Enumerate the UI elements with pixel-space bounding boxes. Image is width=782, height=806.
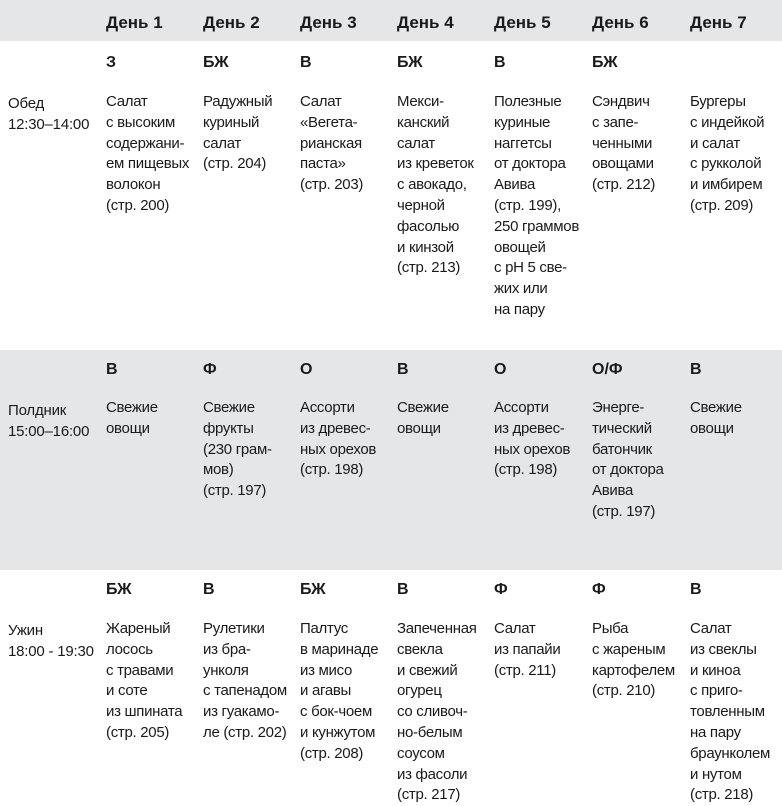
dinner-day-2-meal: Рулетики из бра- унколя с тапенадом из гуакамо- ле (стр. 202) (203, 620, 287, 741)
lunch-day-1-code: З (106, 54, 117, 71)
day-5-header: День 5 (494, 13, 551, 32)
lunch-day-5-meal: Полезные куриные наггетсы от доктора Авива (стр. 199), 250 граммов овощей с рН 5 све- жих или на пару (494, 93, 579, 318)
lunch-day-4-meal: Мекси- канский салат из креветок с авокадо, черной фасолью и кинзой (стр. 213) (397, 93, 474, 277)
snack-day-4-meal: Свежие овощи (397, 399, 449, 437)
snack-day-7-meal: Свежие овощи (690, 399, 742, 437)
snack-day-4-code: В (397, 361, 409, 378)
lunch-day-2-code: БЖ (203, 54, 229, 71)
snack-day-1-meal: Свежие овощи (106, 399, 158, 437)
lunch-day-4-code: БЖ (397, 54, 423, 71)
dinner-day-4-meal: Запеченная свекла и свежий огурец со сливоч- но-белым соусом из фасоли (стр. 217) (397, 620, 477, 804)
snack-label: Полдник 15:00–16:00 (8, 402, 90, 440)
snack-day-5-code: О (494, 361, 507, 378)
snack-day-6-meal: Энерге- тический батончик от доктора Авива (стр. 197) (592, 399, 664, 520)
lunch-day-3-meal: Салат «Вегета- рианская паста» (стр. 203) (300, 93, 364, 194)
day-3-header: День 3 (300, 13, 357, 32)
snack-day-2-code: Ф (203, 361, 217, 378)
snack-day-7-code: В (690, 361, 702, 378)
snack-day-3-code: О (300, 361, 313, 378)
lunch-day-6-meal: Сэндвич с запе- ченными овощами (стр. 212) (592, 93, 656, 194)
dinner-label: Ужин 18:00 - 19:30 (8, 622, 94, 660)
snack-day-6-code: О/Ф (592, 361, 623, 378)
dinner-day-5-meal: Салат из папайи (стр. 211) (494, 620, 561, 679)
day-7-header: День 7 (690, 13, 747, 32)
lunch-day-3-code: В (300, 54, 312, 71)
dinner-day-3-code: БЖ (300, 581, 326, 598)
lunch-day-7-meal: Бургеры с индейкой и салат с рукколой и имбирем (стр. 209) (690, 93, 765, 214)
snack-day-2-meal: Свежие фрукты (230 грам- мов) (стр. 197) (203, 399, 272, 500)
dinner-day-7-meal: Салат из свеклы и киноа с приго- товленным на пару браунколем и нутом (стр. 218) (690, 620, 771, 804)
day-6-header: День 6 (592, 13, 649, 32)
dinner-day-5-code: Ф (494, 581, 508, 598)
snack-day-3-meal: Ассорти из древес- ных орехов (стр. 198) (300, 399, 377, 479)
dinner-day-1-meal: Жареный лосось с травами и соте из шпината (стр. 205) (106, 620, 183, 741)
table-header-band (0, 0, 782, 41)
dinner-day-7-code: В (690, 581, 702, 598)
dinner-day-6-meal: Рыба с жареным картофелем (стр. 210) (592, 620, 675, 700)
dinner-day-3-meal: Палтус в маринаде из мисо и агавы с бок-чоем и кунжутом (стр. 208) (300, 620, 379, 762)
snack-day-5-meal: Ассорти из древес- ных орехов (стр. 198) (494, 399, 571, 479)
dinner-day-6-code: Ф (592, 581, 606, 598)
lunch-label: Обед 12:30–14:00 (8, 95, 90, 133)
lunch-day-5-code: В (494, 54, 506, 71)
snack-row (0, 350, 782, 570)
dinner-day-2-code: В (203, 581, 215, 598)
dinner-day-4-code: В (397, 581, 409, 598)
lunch-day-2-meal: Радужный куриный салат (стр. 204) (203, 93, 273, 173)
dinner-row (0, 570, 782, 806)
lunch-row (0, 41, 782, 350)
lunch-day-6-code: БЖ (592, 54, 618, 71)
lunch-day-1-meal: Салат с высоким содержани- ем пищевых волокон (стр. 200) (106, 93, 190, 214)
snack-day-1-code: В (106, 361, 118, 378)
day-2-header: День 2 (203, 13, 260, 32)
dinner-day-1-code: БЖ (106, 581, 132, 598)
day-4-header: День 4 (397, 13, 454, 32)
day-1-header: День 1 (106, 13, 163, 32)
